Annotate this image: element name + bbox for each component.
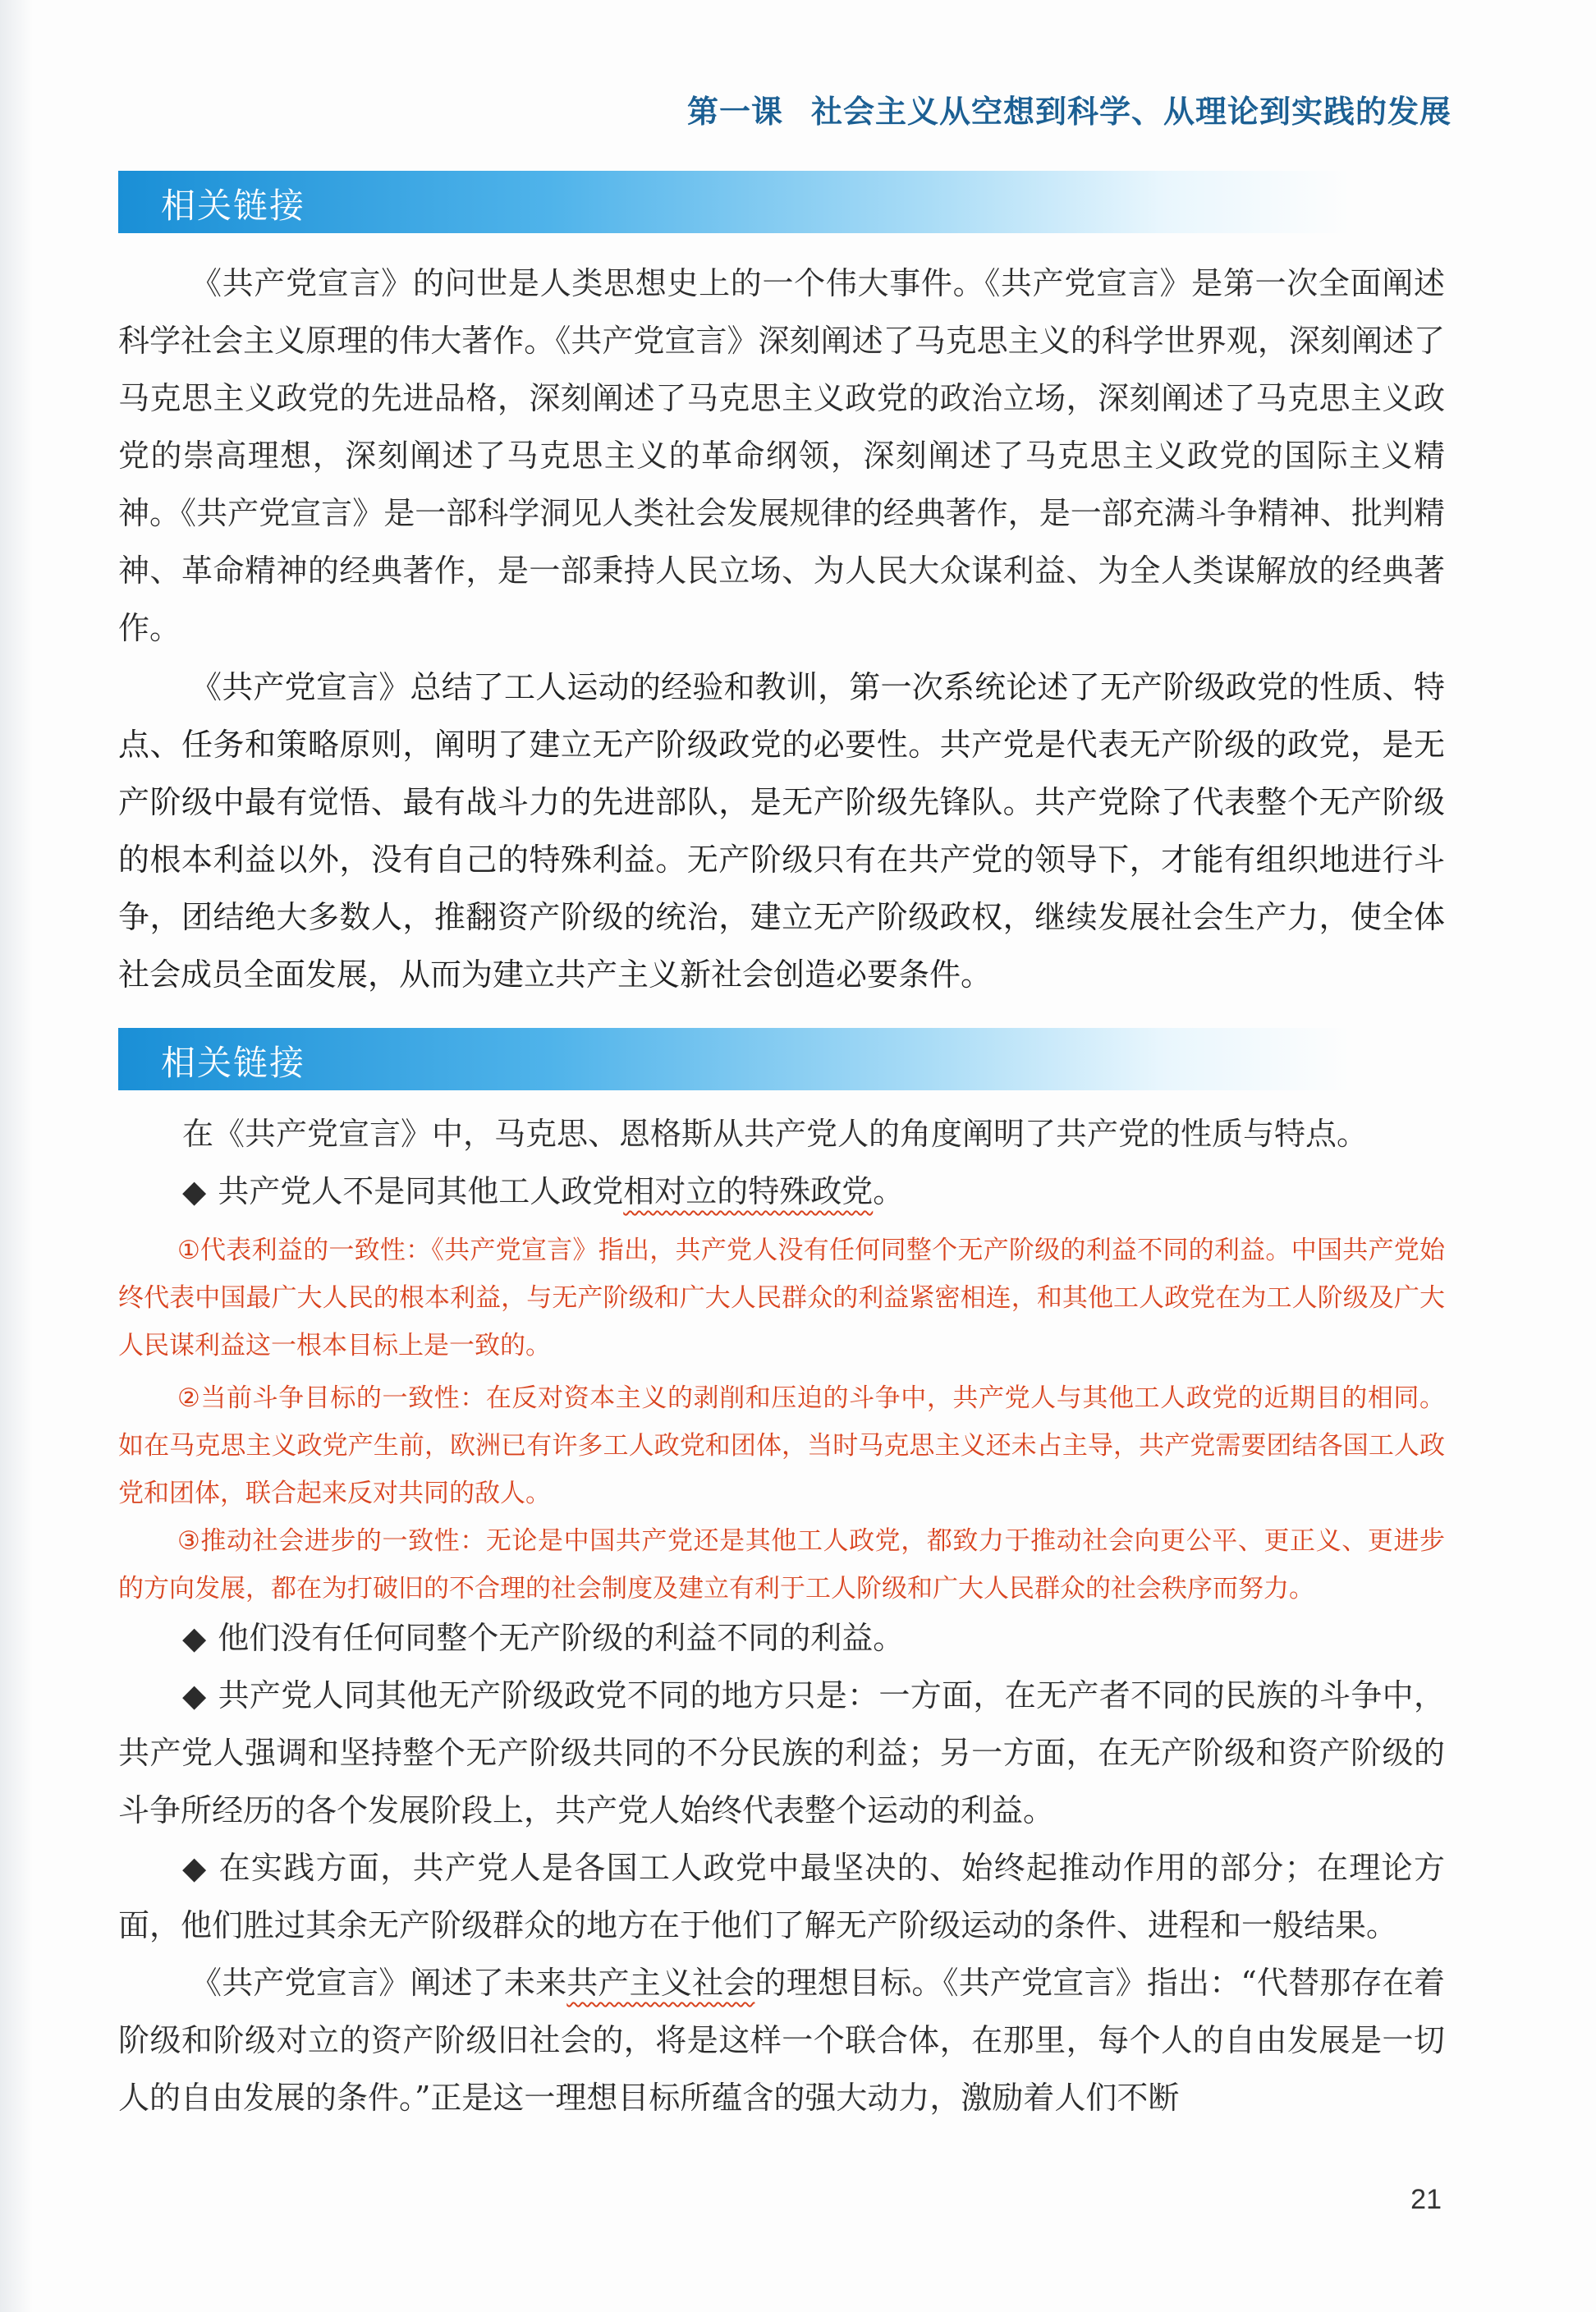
final-paragraph-rest: 的理想目标。《共产党宣言》指出：“代替那存在着阶级和阶级对立的资产阶级旧社会的，将是这样一个联合体，在那里，每个人的自由发展是一切人的自由发展的条件。”正是这一理想目标所蕴含的强大动力，激励着人们不断: [118, 1965, 1445, 2116]
lesson-title: 社会主义从空想到科学、从理论到实践的发展: [810, 94, 1452, 130]
diamond-bullet-icon: ◆: [182, 1173, 207, 1209]
bullet-text: 共产党人同其他无产阶级政党不同的地方只是：一方面，在无产者不同的民族的斗争中，共产党人强调和坚持整个无产阶级共同的不分民族的利益；另一方面，在无产阶级和资产阶级的斗争所经历的各个发展阶段上，共产党人始终代表整个运动的利益。: [118, 1677, 1445, 1828]
bullet-item-2: [118, 1609, 1445, 1667]
related-links-intro: 在《共产党宣言》中，马克思、恩格斯从共产党人的角度阐明了共产党的性质与特点。: [182, 1116, 1369, 1152]
annotation-note-1: ①代表利益的一致性：《共产党宣言》指出，共产党人没有任何同整个无产阶级的利益不同的利益。中国共产党始终代表中国最广大人民的根本利益，与无产阶级和广大人民群众的利益紧密相连，和其他工人政党在为工人阶级及广大人民谋利益这一根本目标上是一致的。: [118, 1236, 1445, 1360]
bullet-item-3: [118, 1667, 1445, 1839]
page-number: 21: [1410, 2184, 1442, 2215]
section-bar-related-links-1: [118, 171, 1350, 233]
section-bar-title: 相关链接: [161, 1043, 306, 1083]
lesson-label: 第一课: [686, 94, 783, 130]
final-paragraph: [118, 1954, 1445, 2126]
main-paragraph: 《共产党宣言》总结了工人运动的经验和教训，第一次系统论述了无产阶级政党的性质、特点、任务和策略原则，阐明了建立无产阶级政党的必要性。共产党是代表无产阶级的政党，是无产阶级中最有觉悟、最有战斗力的先进部队，是无产阶级先锋队。共产党除了代表整个无产阶级的根本利益以外，没有自己的特殊利益。无产阶级只有在共产党的领导下，才能有组织地进行斗争，团结绝大多数人，推翻资产阶级的统治，建立无产阶级政权，继续发展社会生产力，使全体社会成员全面发展，从而为建立共产主义新社会创造必要条件。: [118, 669, 1445, 993]
running-header: [687, 86, 1452, 131]
related-links-paragraph-1: 《共产党宣言》的问世是人类思想史上的一个伟大事件。《共产党宣言》是第一次全面阐述科学社会主义原理的伟大著作。《共产党宣言》深刻阐述了马克思主义的科学世界观，深刻阐述了马克思主义政党的先进品格，深刻阐述了马克思主义政党的政治立场，深刻阐述了马克思主义政党的崇高理想，深刻阐述了马克思主义的革命纲领，深刻阐述了马克思主义政党的国际主义精神。《共产党宣言》是一部科学洞见人类社会发展规律的经典著作，是一部充满斗争精神、批判精神、革命精神的经典著作，是一部秉持人民立场、为人民大众谋利益、为全人类谋解放的经典著作。: [118, 265, 1445, 646]
page-edge-shadow: [0, 0, 33, 2312]
wavy-underlined-text: 共产主义社会: [566, 1965, 755, 2001]
diamond-bullet-icon: ◆: [182, 1850, 208, 1886]
bullet-item-1: [118, 1163, 1445, 1220]
bullet-item-4: [118, 1839, 1445, 1954]
final-paragraph-start: 《共产党宣言》阐述了未来: [190, 1965, 567, 2001]
bullet-text: 在实践方面，共产党人是各国工人政党中最坚决的、始终起推动作用的部分；在理论方面，他们胜过其余无产阶级群众的地方在于他们了解无产阶级运动的条件、进程和一般结果。: [118, 1850, 1445, 1943]
diamond-bullet-icon: ◆: [182, 1620, 207, 1656]
diamond-bullet-icon: ◆: [182, 1677, 207, 1713]
bullet-text: 他们没有任何同整个无产阶级的利益不同的利益。: [218, 1620, 905, 1656]
wavy-underlined-text: 相对立的特殊政党: [623, 1173, 874, 1209]
annotation-note-2: ②当前斗争目标的一致性：在反对资本主义的剥削和压迫的斗争中，共产党人与其他工人政党的近期目的相同。如在马克思主义政党产生前，欧洲已有许多工人政党和团体，当时马克思主义还未占主导，共产党需要团结各国工人政党和团体，联合起来反对共同的敌人。: [118, 1383, 1445, 1508]
bullet-text: 共产党人不是同其他工人政党: [218, 1173, 624, 1209]
bullet-text-end: 。: [873, 1173, 905, 1209]
annotation-note-3: ③推动社会进步的一致性：无论是中国共产党还是其他工人政党，都致力于推动社会向更公平、更正义、更进步的方向发展，都在为打破旧的不合理的社会制度及建立有利于工人阶级和广大人民群众的社会秩序而努力。: [118, 1526, 1445, 1603]
section-bar-title: 相关链接: [161, 186, 306, 226]
section-bar-related-links-2: [118, 1028, 1350, 1090]
